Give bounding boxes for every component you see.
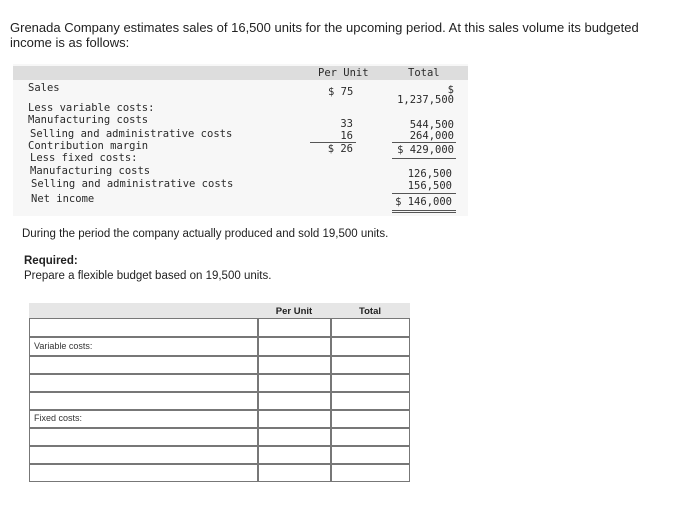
less-fixed-label: Less fixed costs: <box>30 152 138 164</box>
budget-title-input[interactable] <box>29 318 258 337</box>
variable-selling-admin-per-unit: 16 <box>340 130 353 142</box>
contribution-per-unit: $ 26 <box>327 143 353 155</box>
budget-row-total-input[interactable] <box>331 464 410 482</box>
budget-row-total-input[interactable] <box>331 356 410 374</box>
budget-row-input[interactable] <box>29 410 258 428</box>
income-col-total: Total <box>408 67 440 79</box>
fixed-underline <box>392 193 456 194</box>
budget-row-total-input[interactable] <box>331 446 410 464</box>
budget-col-per-unit: Per Unit <box>275 306 313 317</box>
income-header-bar <box>13 66 468 80</box>
budget-row-total-input[interactable] <box>331 337 410 356</box>
net-income-double-underline-2 <box>392 212 456 213</box>
income-col-per-unit: Per Unit <box>318 67 369 79</box>
less-variable-label: Less variable costs: <box>28 102 155 114</box>
budget-row-per-unit-input[interactable] <box>258 374 331 392</box>
budget-row-input[interactable] <box>29 464 258 482</box>
intro-text: Grenada Company estimates sales of 16,500 units for the upcoming period. At this sales volume its budgeted income is as follows: <box>10 20 639 50</box>
fixed-costs-label: Fixed costs: <box>34 413 83 423</box>
budget-row-per-unit-input[interactable] <box>258 446 331 464</box>
net-income-label: Net income <box>31 193 95 205</box>
sales-label: Sales <box>28 82 60 94</box>
variable-costs-label: Variable costs: <box>34 341 93 351</box>
fixed-manufacturing-label: Manufacturing costs <box>30 165 151 177</box>
required-section <box>24 254 271 284</box>
variable-manufacturing-total: 544,500 <box>409 119 454 131</box>
sales-per-unit: $ 75 <box>328 86 354 98</box>
sales-total: 1,237,500 <box>397 94 454 106</box>
budget-col-total: Total <box>359 306 381 317</box>
budget-title-per-unit-input[interactable] <box>258 318 331 337</box>
budget-row-per-unit-input[interactable] <box>258 410 331 428</box>
net-income-total: $ 146,000 <box>395 196 452 208</box>
budget-row-per-unit-input[interactable] <box>258 428 331 446</box>
budget-title-total-input[interactable] <box>331 318 410 337</box>
actual-units-sentence: During the period the company actually produced and sold 19,500 units. <box>22 228 389 240</box>
budget-row-total-input[interactable] <box>331 428 410 446</box>
budget-row-per-unit-input[interactable] <box>258 464 331 482</box>
variable-manufacturing-per-unit: 33 <box>340 118 353 130</box>
contribution-margin-label: Contribution margin <box>28 140 149 152</box>
budget-row-per-unit-input[interactable] <box>258 337 331 356</box>
budget-row-per-unit-input[interactable] <box>258 356 331 374</box>
fixed-manufacturing-total: 126,500 <box>407 168 452 180</box>
contribution-underline <box>392 158 456 159</box>
budget-row-total-input[interactable] <box>331 374 410 392</box>
fixed-selling-admin-label: Selling and administrative costs <box>31 178 234 190</box>
sales-total-dollar: $ <box>447 84 454 96</box>
budget-row-input[interactable] <box>29 428 258 446</box>
budget-row-total-input[interactable] <box>331 410 410 428</box>
budget-row-input[interactable] <box>29 374 258 392</box>
required-text: Prepare a flexible budget based on 19,500 units. <box>24 270 272 282</box>
variable-selling-admin-label: Selling and administrative costs <box>30 128 233 140</box>
net-income-double-underline-1 <box>392 210 456 211</box>
required-heading: Required: <box>24 255 78 267</box>
total-underline <box>392 142 456 143</box>
budget-row-input[interactable] <box>29 337 258 356</box>
budget-row-input[interactable] <box>29 446 258 464</box>
fixed-selling-admin-total: 156,500 <box>407 180 452 192</box>
variable-selling-admin-total: 264,000 <box>409 130 454 142</box>
budget-row-per-unit-input[interactable] <box>258 392 331 410</box>
budget-row-input[interactable] <box>29 392 258 410</box>
variable-manufacturing-label: Manufacturing costs <box>28 114 149 126</box>
contribution-total: $ 429,000 <box>397 144 454 156</box>
budget-row-total-input[interactable] <box>331 392 410 410</box>
budget-row-input[interactable] <box>29 356 258 374</box>
